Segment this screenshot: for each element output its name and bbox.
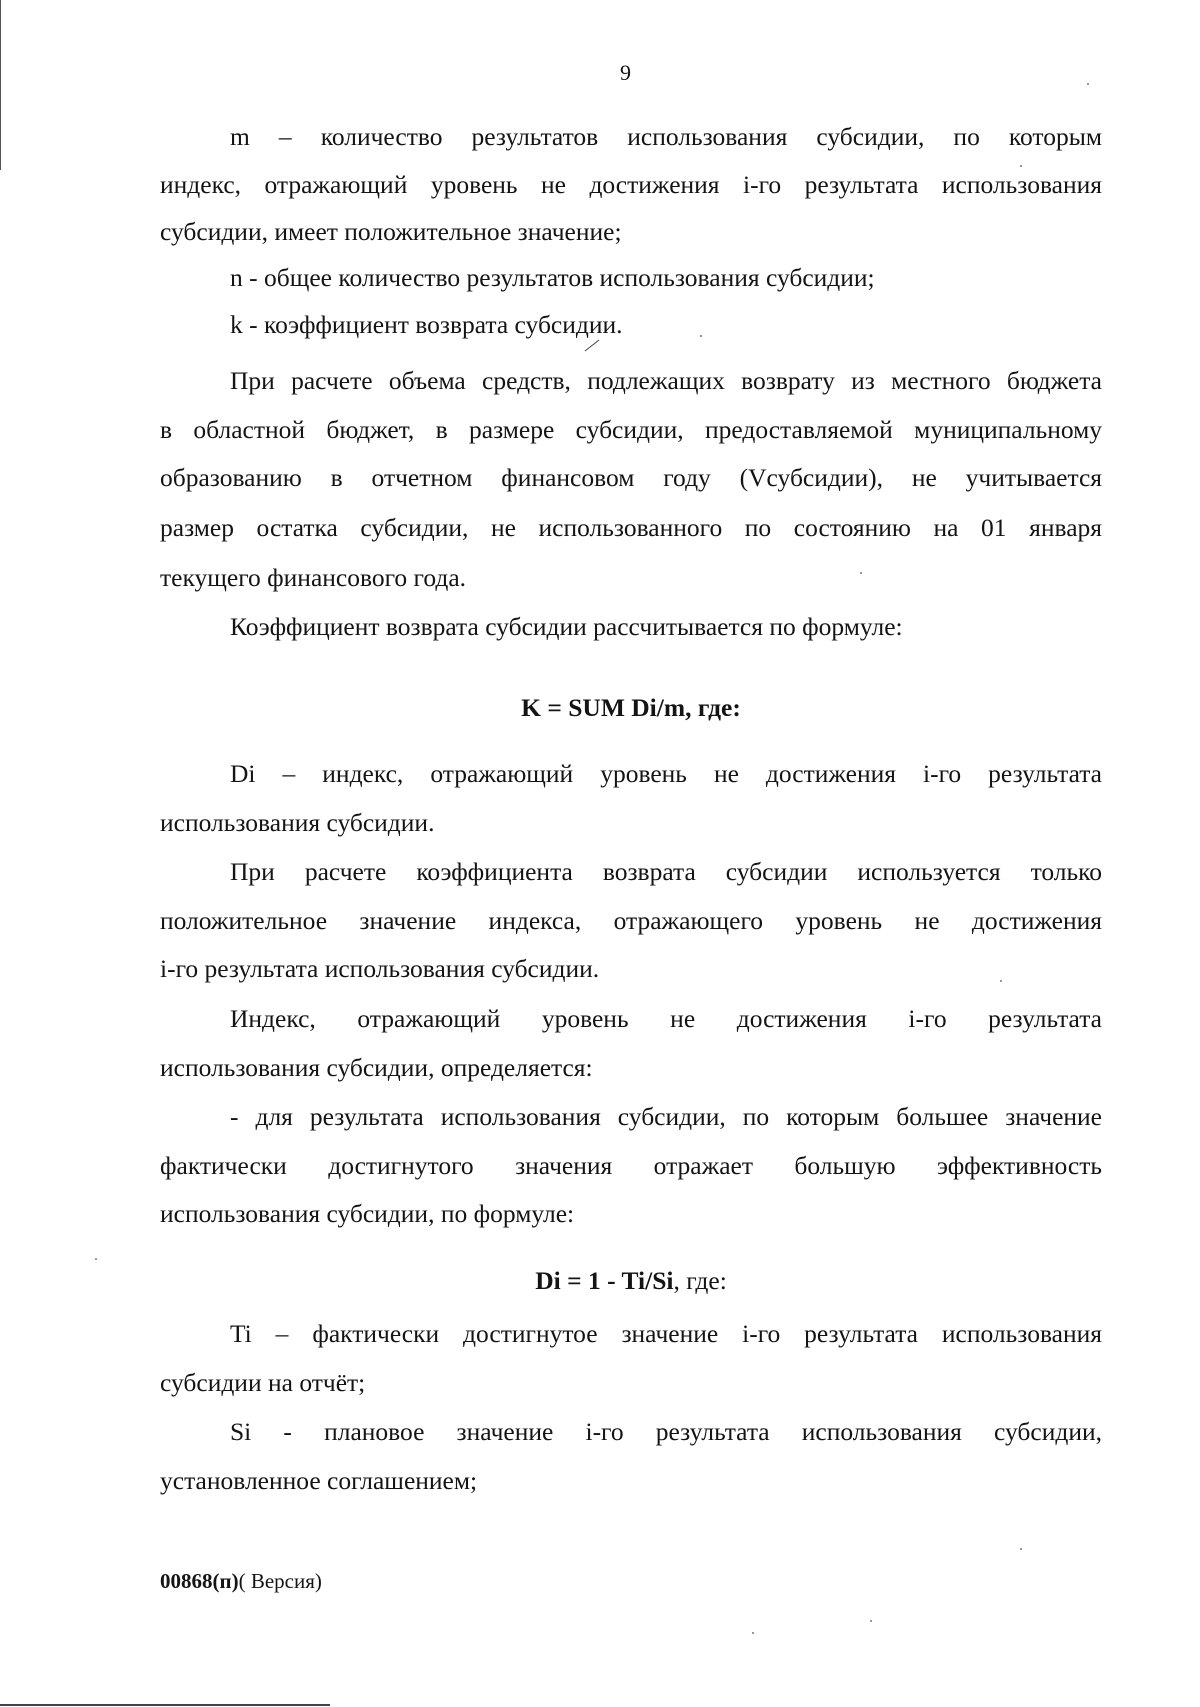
text-line: образованию в отчетном финансовом году (Vсубсидии), не учитывается	[160, 463, 1102, 492]
page-number: 9	[620, 60, 631, 85]
text-line: использования субсидии.	[160, 808, 435, 837]
scan-speck	[860, 572, 862, 574]
text-line: индекс, отражающий уровень не достижения i-го результата использования	[160, 170, 1102, 199]
text-line: субсидии на отчёт;	[160, 1368, 366, 1397]
text-line: Индекс, отражающий уровень не достижения i-го результата	[230, 1004, 1102, 1033]
text-line: - для результата использования субсидии, по которым большее значение	[230, 1102, 1102, 1131]
document-footer	[160, 1567, 322, 1595]
text-line: субсидии, имеет положительное значение;	[160, 217, 622, 246]
text-line: k - коэффициент возврата субсидии.	[230, 310, 623, 339]
scan-speck	[752, 1632, 754, 1634]
formula-di-expression: Di = 1 - Ti/Si	[535, 1266, 674, 1295]
formula-di	[160, 1265, 1102, 1297]
text-line: n - общее количество результатов использования субсидии;	[230, 263, 875, 292]
text-line: При расчете объема средств, подлежащих возврату из местного бюджета	[230, 366, 1102, 395]
text-line: положительное значение индекса, отражающего уровень не достижения	[160, 906, 1102, 935]
text-line: установленное соглашением;	[160, 1466, 478, 1495]
text-line: размер остатка субсидии, не использованного по состоянию на 01 января	[160, 513, 1102, 542]
formula-di-suffix: , где:	[673, 1266, 727, 1295]
scan-edge-bottom	[0, 1704, 330, 1706]
text-line: использования субсидии, по формуле:	[160, 1199, 575, 1228]
scan-speck	[870, 1620, 872, 1622]
text-line: фактически достигнутого значения отражает большую эффективность	[160, 1151, 1102, 1180]
footer-version: ( Версия)	[238, 1569, 322, 1593]
scan-speck	[1087, 83, 1089, 85]
formula-k: K = SUM Di/m, где:	[521, 693, 741, 722]
scan-speck	[1000, 980, 1002, 982]
pen-mark	[585, 340, 600, 352]
text-line: i-го результата использования субсидии.	[160, 954, 600, 983]
text-line: Di – индекс, отражающий уровень не достижения i-го результата	[230, 759, 1102, 788]
text-line: При расчете коэффициента возврата субсидии используется только	[230, 857, 1102, 886]
text-line: использования субсидии, определяется:	[160, 1053, 593, 1082]
text-line: Коэффициент возврата субсидии рассчитывается по формуле:	[230, 612, 903, 641]
text-line: текущего финансового года.	[160, 563, 467, 592]
footer-code: 00868(п)	[160, 1569, 239, 1593]
text-line: Ti – фактически достигнутое значение i-го результата использования	[230, 1319, 1102, 1348]
scan-speck	[95, 1258, 97, 1260]
scan-speck	[700, 335, 702, 337]
text-line: в областной бюджет, в размере субсидии, предоставляемой муниципальному	[160, 415, 1102, 444]
text-line: m – количество результатов использования субсидии, по которым	[230, 122, 1102, 151]
scan-speck	[1020, 1548, 1022, 1550]
scan-edge-left	[0, 0, 1, 170]
scan-speck	[1020, 165, 1022, 167]
text-line: Si - плановое значение i-го результата использования субсидии,	[230, 1417, 1102, 1446]
